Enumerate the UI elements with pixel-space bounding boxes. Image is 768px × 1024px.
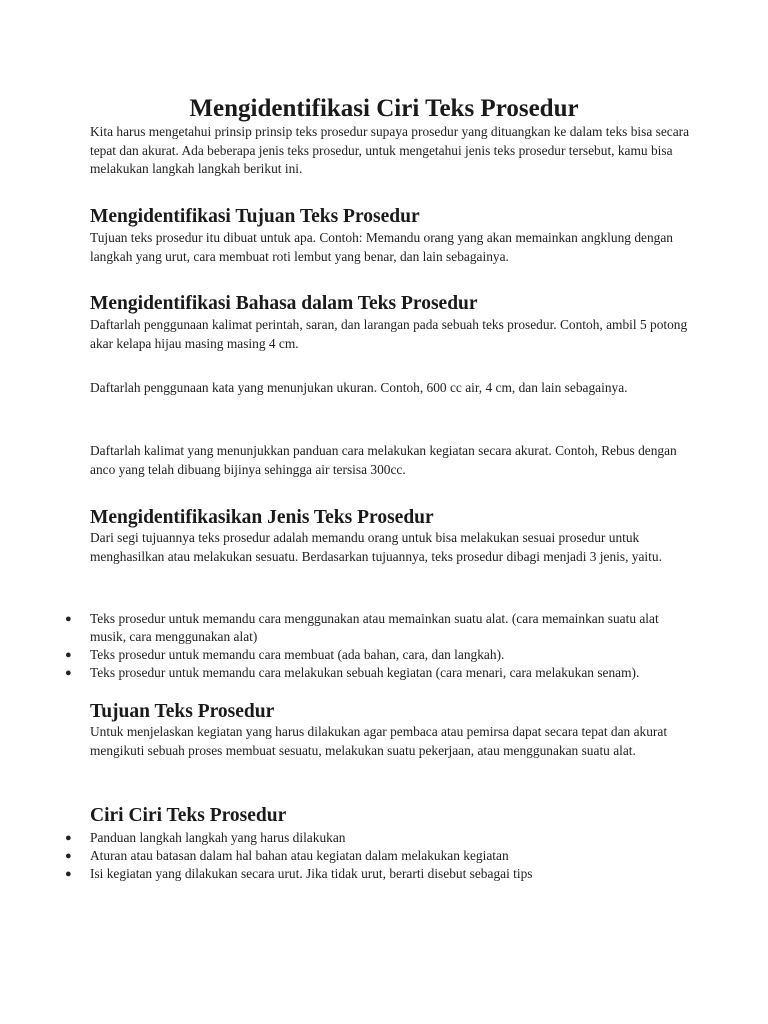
list-item [65, 847, 690, 865]
list-item-text: Panduan langkah langkah yang harus dilakukan [90, 830, 346, 845]
list-item-text: Aturan atau batasan dalam hal bahan atau kegiatan dalam melakukan kegiatan [90, 848, 509, 863]
list-jenis [65, 610, 690, 682]
heading-tujuan: Tujuan Teks Prosedur [90, 701, 275, 722]
bullet-icon: ● [65, 832, 72, 844]
heading-identifikasi-tujuan: Mengidentifikasi Tujuan Teks Prosedur [90, 206, 420, 227]
paragraph-tujuan: Untuk menjelaskan kegiatan yang harus dilakukan agar pembaca atau pemirsa dapat secara tepat dan akurat mengikuti sebuah proses membuat sesuatu, melakukan suatu pekerjaan, atau menggunakan suatu alat. [90, 724, 668, 758]
heading-jenis: Mengidentifikasikan Jenis Teks Prosedur [90, 507, 434, 528]
bullet-icon: ● [65, 868, 72, 880]
heading-ciri: Ciri Ciri Teks Prosedur [90, 805, 287, 826]
list-item [65, 865, 690, 883]
paragraph-jenis: Dari segi tujuannya teks prosedur adalah memandu orang untuk bisa melakukan sesuai prosedur untuk menghasilkan atau melakukan sesuatu. Berdasarkan tujuannya, teks prosedur dibagi menjadi 3 jenis, yaitu. [90, 530, 662, 564]
bullet-icon: ● [65, 649, 72, 661]
intro-paragraph: Kita harus mengetahui prinsip prinsip teks prosedur supaya prosedur yang dituangkan ke dalam teks bisa secara tepat dan akurat. Ada beberapa jenis teks prosedur, untuk mengetahui jenis teks prosedur tersebut, kamu bisa melakukan langkah langkah berikut ini. [90, 124, 690, 177]
heading-bahasa: Mengidentifikasi Bahasa dalam Teks Prosedur [90, 293, 478, 314]
bullet-icon: ● [65, 613, 72, 625]
list-item [65, 829, 690, 847]
paragraph-identifikasi-tujuan: Tujuan teks prosedur itu dibuat untuk apa. Contoh: Memandu orang yang akan memainkan angklung dengan langkah yang urut, cara membuat roti lembut yang benar, dan lain sebagainya. [90, 230, 674, 264]
list-item [65, 610, 690, 646]
list-item-text: Teks prosedur untuk memandu cara melakukan sebuah kegiatan (cara menari, cara melakukan senam). [90, 665, 640, 680]
page-title: Mengidentifikasi Ciri Teks Prosedur [189, 95, 579, 122]
list-item [65, 664, 690, 682]
list-item [65, 646, 690, 664]
list-ciri [65, 829, 690, 883]
bullet-icon: ● [65, 850, 72, 862]
list-item-text: Teks prosedur untuk memandu cara menggunakan atau memainkan suatu alat. (cara memainkan suatu alat musik, cara menggunakan alat) [90, 611, 659, 644]
bullet-icon: ● [65, 667, 72, 679]
list-item-text: Isi kegiatan yang dilakukan secara urut. Jika tidak urut, berarti disebut sebagai tips [90, 866, 533, 881]
paragraph-bahasa-panduan: Daftarlah kalimat yang menunjukkan panduan cara melakukan kegiatan secara akurat. Contoh, Rebus dengan anco yang telah dibuang bijinya sehingga air tersisa 300cc. [90, 443, 677, 477]
paragraph-bahasa-ukuran: Daftarlah penggunaan kata yang menunjukan ukuran. Contoh, 600 cc air, 4 cm, dan lain sebagainya. [90, 380, 628, 395]
list-item-text: Teks prosedur untuk memandu cara membuat (ada bahan, cara, dan langkah). [90, 647, 505, 662]
paragraph-bahasa-perintah: Daftarlah penggunaan kalimat perintah, saran, dan larangan pada sebuah teks prosedur. Contoh, ambil 5 potong akar kelapa hijau masing masing 4 cm. [90, 317, 688, 351]
